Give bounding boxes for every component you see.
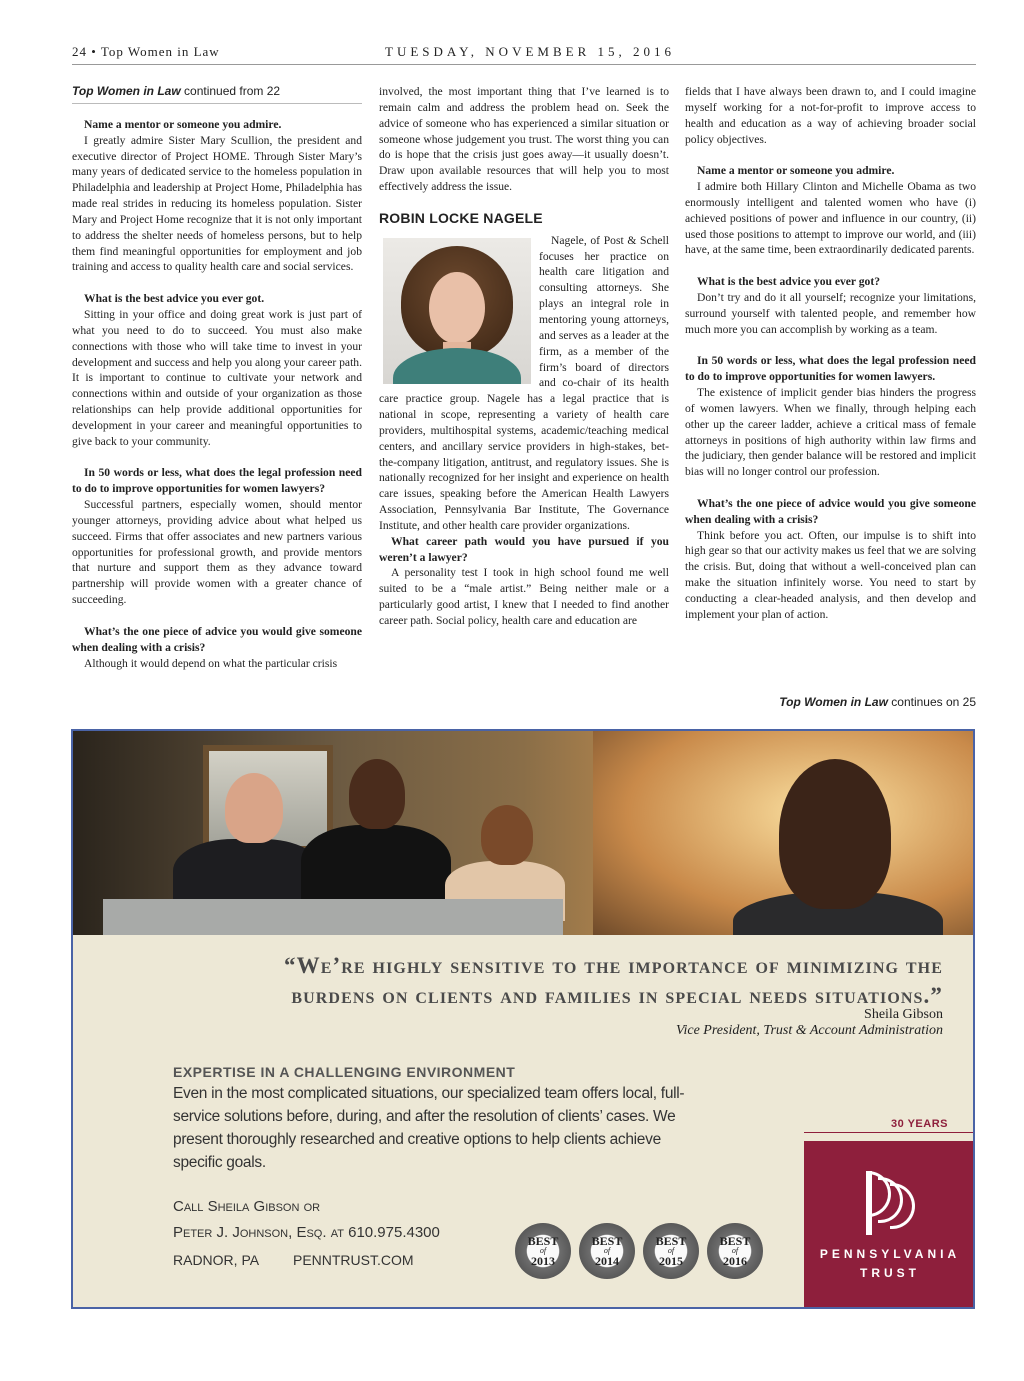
- ad-quote-line-2: burdens on clients and families in special needs situations.”: [291, 983, 943, 1008]
- award-badge-icon: BEST of 2016: [707, 1223, 763, 1279]
- question: What’s the one piece of advice you would give someone when dealing with a crisis?: [72, 624, 362, 654]
- question: What is the best advice you ever got?: [697, 275, 881, 289]
- answer-paragraph: Think before you act. Often, our impulse is to shift into high gear so that our activity makes us feel that we are solving the crisis. But, doing that without a well-conceived plan can make the situation infinitely worse. You need to start by conducting a clear-headed analysis, and then develop and implement your plan of action.: [685, 528, 976, 621]
- profile-name: ROBIN LOCKE NAGELE: [379, 209, 543, 226]
- answer-paragraph: Sitting in your office and doing great work is just part of what you need to do to succeed. You must also make connections with those who will take time to invest in your development and success and help you along your career path. It is important to continue to cultivate your network and connections within and outside of your organization as those relationships can help provide additional opportunities for development in your career and meaningful opportunities to give back to your community.: [72, 307, 362, 448]
- column-3: [685, 84, 976, 623]
- answer-paragraph: I admire both Hillary Clinton and Michelle Obama as two enormously intelligent and talented women who have (i) achieved positions of power and influence in our country, (ii) used those positions to attempt to improve our world, and (iii) have, at the same time, been extraordinarily dedicated parents.: [685, 180, 976, 257]
- award-badge-icon: BEST of 2014: [579, 1223, 635, 1279]
- answer-paragraph: fields that I have always been drawn to, and I could imagine myself working for a not-for-profit to improve access to health and education as a way of achieving broader social policy objectives.: [685, 85, 976, 146]
- continued-text: continued from 22: [184, 84, 281, 98]
- continues-on: [779, 695, 976, 709]
- continues-text: continues on 25: [891, 695, 976, 709]
- column-1: [72, 84, 362, 671]
- profile-photo: [383, 238, 531, 384]
- years-label: 30 YEARS: [891, 1118, 948, 1130]
- answer-paragraph: I greatly admire Sister Mary Scullion, the president and executive director of Project HOME. Through Sister Mary’s many years of dedicated service to the homeless population in Philadelphia and leadership at Project Home, Philadelphia has made real strides in reducing its homeless population. Sister Mary and Project Home recognize that it is not only important to address the shelter needs of homeless persons, but to help them find meaningful opportunities for employment and job training and access to quality health care and social services.: [72, 133, 362, 274]
- ad-call-line-2: Peter J. Johnson, Esq. at 610.975.4300: [173, 1224, 440, 1241]
- ad-call-line-1: Call Sheila Gibson or: [173, 1198, 321, 1215]
- brand-name-line-1: PENNSYLVANIA: [819, 1247, 961, 1261]
- question: In 50 words or less, what does the legal profession need to do to improve opportunities for women lawyers?: [72, 466, 362, 496]
- answer-paragraph: Successful partners, especially women, should mentor younger attorneys, providing advice about what helped us succeed. Firms that offer associates and new partners various opportunities for professional growth, and provide mentors that nurture and support them as they advance toward partnership will provide women with a greater chance of succeeding.: [72, 498, 362, 607]
- ad-quote-title: Vice President, Trust & Account Administration: [675, 1023, 943, 1038]
- question: What career path would you have pursued if you weren’t a lawyer?: [379, 534, 669, 564]
- award-badge-icon: BEST of 2013: [515, 1223, 571, 1279]
- ad-city: RADNOR, PA: [173, 1252, 260, 1268]
- ad-photo: [73, 731, 973, 935]
- question: Name a mentor or someone you admire.: [697, 164, 895, 178]
- question: Name a mentor or someone you admire.: [84, 117, 282, 131]
- ad-heading: EXPERTISE IN A CHALLENGING ENVIRONMENT: [173, 1064, 516, 1080]
- profile-bio: Nagele, of Post & Schell focuses her practice on health care litigation and consulting attorneys. She plays an integral role in mentoring young attorneys, and serves as a leader at the firm, as a member of the firm’s board of directors and co-chair of its health care practice group. Nagele has a legal practice that is national in scope, representing a variety of health care providers, multihospital systems, academic/teaching medical centers, and ancillary service providers in high-stakes, bet-the-company litigation, antitrust, and regulatory issues. She is nationally recognized for her insight and experience on health care issues, speaking before the American Health Lawyers Association, Pennsylvania Bar Institute, The Governance Institute, and other health care provider organizations.: [379, 233, 669, 532]
- continued-title: Top Women in Law: [72, 84, 181, 98]
- column-2: [379, 84, 669, 629]
- question: In 50 words or less, what does the legal profession need to do to improve opportunities for women lawyers.: [685, 354, 976, 384]
- continues-title: Top Women in Law: [779, 695, 888, 709]
- question: What’s the one piece of advice would you give someone when dealing with a crisis?: [685, 496, 976, 526]
- col2-top-paragraph: involved, the most important thing that I’ve learned is to remain calm and address the problem head on. Seek the advice of someone who has experienced a similar situation or someone whose judgement you trust. The worst thing you can do is hope that the crisis just goes away—it usually doesn’t. Draw upon available resources that will help you to most effectively address the issue.: [379, 85, 669, 194]
- page-folio: 24 • Top Women in Law: [72, 44, 220, 59]
- issue-date: TUESDAY, NOVEMBER 15, 2016: [385, 44, 675, 59]
- trust-logo-icon: [866, 1171, 922, 1231]
- ad-quote-name: Sheila Gibson: [864, 1007, 943, 1022]
- ad-quote: [284, 951, 943, 1011]
- ad-body: Even in the most complicated situations, our specialized team offers local, full-service solutions before, during, and after the resolution of clients’ cases. We present thoroughly researched and creative options to help clients achieve specific goals.: [173, 1085, 685, 1171]
- ad-website[interactable]: PENNTRUST.COM: [292, 1252, 414, 1268]
- ad-quote-line-1: “We’re highly sensitive to the importance of minimizing the: [284, 953, 943, 978]
- award-badge-icon: BEST of 2015: [643, 1223, 699, 1279]
- pennsylvania-trust-ad: [71, 729, 975, 1309]
- answer-paragraph: Don’t try and do it all yourself; recognize your limitations, surround yourself with talented people, and remember how much more you can accomplish by working as a team.: [685, 290, 976, 336]
- brand-name-line-2: TRUST: [860, 1266, 920, 1280]
- answer-paragraph: The existence of implicit gender bias hinders the progress of women lawyers. When we finally, through helping each other up the career ladder, achieve a critical mass of female attorneys in positions of high authority within law firms and the judiciary, then gender balance will be restored and implicit bias will no longer control our profession.: [685, 386, 976, 479]
- answer-paragraph: Although it would depend on what the particular crisis: [84, 656, 338, 670]
- page-header: [72, 44, 976, 65]
- ad-location-web: [173, 1252, 444, 1268]
- question: What is the best advice you ever got.: [84, 292, 265, 306]
- continued-from: [72, 84, 362, 104]
- answer-paragraph: A personality test I took in high school found me well suited to be a “male artist.” Being neither male or a particularly good artist, I knew that I needed to find another career path. Social policy, health care and education are: [379, 566, 669, 627]
- pennsylvania-trust-logo: [804, 1141, 975, 1309]
